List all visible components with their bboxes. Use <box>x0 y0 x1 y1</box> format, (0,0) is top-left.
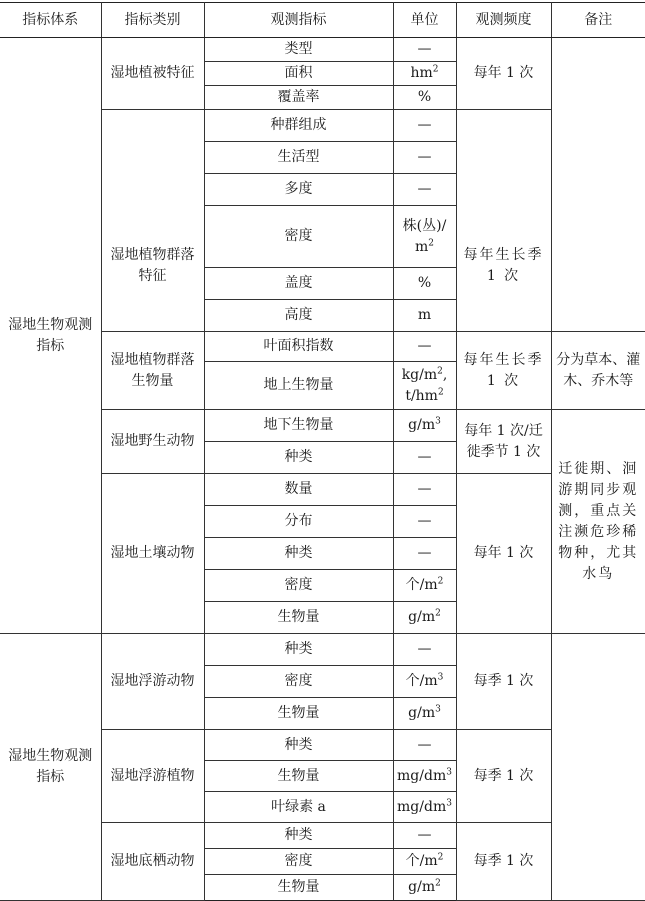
indicator-cell: 叶面积指数 <box>204 332 393 362</box>
indicator-cell: 种群组成 <box>204 110 393 142</box>
indicator-cell: 生物量 <box>204 602 393 634</box>
frequency-cell: 每季 1 次 <box>456 823 551 901</box>
unit-text: g/m <box>408 879 436 895</box>
category-cell: 湿地植物群落特征 <box>101 110 204 332</box>
unit-cell <box>393 761 456 792</box>
frequency-cell: 每年 1 次/迁徙季节 1 次 <box>456 410 551 474</box>
indicator-cell: 面积 <box>204 62 393 86</box>
category-cell: 湿地野生动物 <box>101 410 204 474</box>
unit-cell: — <box>393 634 456 666</box>
unit-cell: — <box>393 823 456 849</box>
unit-cell: — <box>393 332 456 362</box>
frequency-cell: 每年生长季 1 次 <box>456 110 551 332</box>
remark-cell-empty <box>551 38 645 332</box>
frequency-cell: 每季 1 次 <box>456 730 551 823</box>
unit-cell: — <box>393 38 456 62</box>
unit-text: mg/dm <box>397 798 447 815</box>
unit-text: 个/m <box>405 577 438 593</box>
unit-exponent: 2 <box>437 576 444 587</box>
unit-text: g/m <box>408 417 436 433</box>
indicator-cell: 叶绿素 a <box>204 792 393 823</box>
category-cell: 湿地浮游植物 <box>101 730 204 823</box>
indicator-table <box>0 2 645 901</box>
unit-exponent: 2 <box>437 852 444 863</box>
unit-cell: % <box>393 268 456 300</box>
indicator-cell: 种类 <box>204 538 393 570</box>
indicator-cell: 分布 <box>204 506 393 538</box>
unit-cell: — <box>393 442 456 474</box>
unit-cell: — <box>393 730 456 761</box>
remark-cell: 迁徙期、洄游期同步观测，重点关注濒危珍稀物种，尤其水鸟 <box>551 410 645 634</box>
indicator-cell: 地上生物量 <box>204 362 393 410</box>
unit-cell <box>393 698 456 730</box>
indicator-cell: 种类 <box>204 634 393 666</box>
unit-exponent: 3 <box>437 672 444 683</box>
indicator-cell: 种类 <box>204 442 393 474</box>
indicator-cell: 生物量 <box>204 875 393 901</box>
frequency-cell: 每年生长季 1 次 <box>456 332 551 410</box>
unit-cell: $kg/m^2$, $t/hm^2$ <box>393 362 456 410</box>
indicator-cell: 生物量 <box>204 698 393 730</box>
header-indicator: 观测指标 <box>204 3 393 38</box>
unit-cell <box>393 570 456 602</box>
indicator-cell: 种类 <box>204 730 393 761</box>
unit-cell <box>393 206 456 268</box>
unit-text: 株(丛)/ <box>402 217 447 234</box>
frequency-cell: 每季 1 次 <box>456 634 551 730</box>
category-cell: 湿地植被特征 <box>101 38 204 110</box>
unit-text: hm <box>410 65 433 81</box>
indicator-cell: 密度 <box>204 849 393 875</box>
category-cell: 湿地底栖动物 <box>101 823 204 901</box>
unit-text: mg/dm <box>397 767 447 784</box>
category-cell: 湿地土壤动物 <box>101 474 204 634</box>
unit-text: kg/m <box>401 366 438 383</box>
unit-exponent: 3 <box>446 766 452 777</box>
indicator-cell: 密度 <box>204 206 393 268</box>
unit-cell: — <box>393 506 456 538</box>
header-remark: 备注 <box>551 3 645 38</box>
unit-text: m <box>414 238 429 255</box>
unit-exponent: 3 <box>435 416 441 427</box>
system-cell-1: 湿地生物观测指标 <box>0 38 101 634</box>
indicator-cell: 覆盖率 <box>204 86 393 110</box>
header-category: 指标类别 <box>101 3 204 38</box>
unit-exponent: 2 <box>437 365 443 376</box>
unit-cell: — <box>393 142 456 174</box>
category-cell: 湿地植物群落生物量 <box>101 332 204 410</box>
unit-cell <box>393 602 456 634</box>
unit-text: 个/m <box>405 673 438 689</box>
category-cell: 湿地浮游动物 <box>101 634 204 730</box>
table-row <box>0 634 645 666</box>
indicator-cell: 数量 <box>204 474 393 506</box>
frequency-cell: 每年 1 次 <box>456 38 551 110</box>
unit-cell <box>393 875 456 901</box>
remark-cell: 分为草本、灌木、乔木等 <box>551 332 645 410</box>
indicator-cell: 生物量 <box>204 761 393 792</box>
indicator-cell: 地下生物量 <box>204 410 393 442</box>
unit-cell <box>393 849 456 875</box>
unit-exponent: 3 <box>435 704 441 715</box>
unit-cell <box>393 62 456 86</box>
unit-cell: — <box>393 538 456 570</box>
remark-cell-empty <box>551 634 645 901</box>
unit-exponent: 2 <box>435 878 441 889</box>
unit-exponent: 2 <box>428 237 434 248</box>
unit-cell <box>393 410 456 442</box>
unit-cell: — <box>393 110 456 142</box>
unit-exponent: 2 <box>432 64 439 75</box>
unit-text: g/m <box>408 609 436 625</box>
unit-text: 个/m <box>405 853 438 869</box>
header-frequency: 观测频度 <box>456 3 551 38</box>
header-row <box>0 3 645 38</box>
indicator-cell: 类型 <box>204 38 393 62</box>
header-unit: 单位 <box>393 3 456 38</box>
unit-exponent: 3 <box>446 797 452 808</box>
unit-text: g/m <box>408 705 436 721</box>
unit-cell <box>393 666 456 698</box>
table-row <box>0 38 645 62</box>
unit-text: t/hm <box>405 387 438 404</box>
unit-cell <box>393 792 456 823</box>
unit-cell: m <box>393 300 456 332</box>
indicator-cell: 多度 <box>204 174 393 206</box>
indicator-cell: 高度 <box>204 300 393 332</box>
indicator-cell: 生活型 <box>204 142 393 174</box>
unit-cell: — <box>393 474 456 506</box>
unit-cell: — <box>393 174 456 206</box>
indicator-cell: 盖度 <box>204 268 393 300</box>
unit-cell: % <box>393 86 456 110</box>
indicator-cell: 密度 <box>204 570 393 602</box>
indicator-cell: 种类 <box>204 823 393 849</box>
system-cell-2: 湿地生物观测指标 <box>0 634 101 901</box>
unit-exponent: 2 <box>437 386 444 397</box>
indicator-cell: 密度 <box>204 666 393 698</box>
header-system: 指标体系 <box>0 3 101 38</box>
unit-exponent: 2 <box>435 608 441 619</box>
frequency-cell: 每年 1 次 <box>456 474 551 634</box>
